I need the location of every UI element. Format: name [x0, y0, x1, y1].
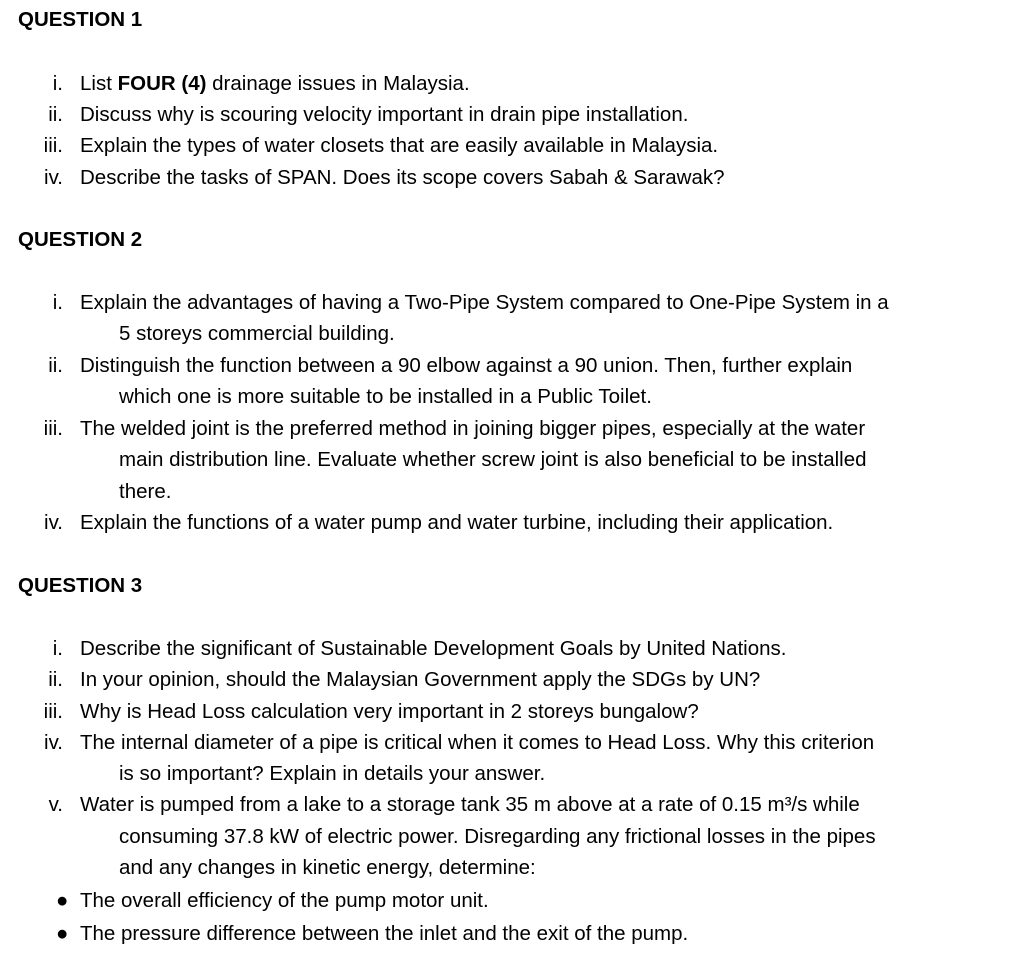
- item-text: which one is more suitable to be installed in a Public Toilet.: [119, 385, 652, 408]
- item-text: The internal diameter of a pipe is critical when it comes to Head Loss. Why this criterion: [80, 731, 875, 754]
- item-number: iv.: [44, 511, 63, 534]
- bullet-icon: ●: [56, 889, 69, 912]
- question-3-heading: QUESTION 3: [18, 574, 143, 597]
- item-text: is so important? Explain in details your answer.: [119, 762, 546, 785]
- item-number: i.: [52, 637, 63, 660]
- item-text: Explain the types of water closets that are easily available in Malaysia.: [80, 134, 719, 157]
- item-text: there.: [119, 480, 172, 503]
- item-text: Explain the functions of a water pump and water turbine, including their application.: [80, 511, 834, 534]
- text-post: drainage issues in Malaysia.: [206, 72, 470, 95]
- bullet-icon: ●: [56, 922, 69, 945]
- item-text: Describe the significant of Sustainable Development Goals by United Nations.: [80, 637, 787, 660]
- item-number: v.: [48, 793, 63, 816]
- item-text: and any changes in kinetic energy, determine:: [119, 856, 536, 879]
- item-text: Water is pumped from a lake to a storage tank 35 m above at a rate of 0.15 m³/s while: [80, 793, 860, 816]
- item-text: The welded joint is the preferred method in joining bigger pipes, especially at the water: [80, 417, 866, 440]
- item-number: iii.: [43, 134, 63, 157]
- item-number: iv.: [44, 166, 63, 189]
- bullet-text: The overall efficiency of the pump motor unit.: [80, 889, 489, 912]
- item-text: main distribution line. Evaluate whether screw joint is also beneficial to be installed: [119, 448, 867, 471]
- item-text: Describe the tasks of SPAN. Does its scope covers Sabah & Sarawak?: [80, 166, 725, 189]
- text-pre: List: [80, 72, 118, 95]
- item-number: ii.: [48, 354, 63, 377]
- item-text: Why is Head Loss calculation very important in 2 storeys bungalow?: [80, 700, 699, 723]
- question-1-heading: QUESTION 1: [18, 8, 143, 31]
- item-text: Distinguish the function between a 90 elbow against a 90 union. Then, further explain: [80, 354, 853, 377]
- item-number: ii.: [48, 668, 63, 691]
- question-2-heading: QUESTION 2: [18, 228, 143, 251]
- item-text: Explain the advantages of having a Two-Pipe System compared to One-Pipe System in a: [80, 291, 889, 314]
- item-text: In your opinion, should the Malaysian Government apply the SDGs by UN?: [80, 668, 761, 691]
- item-number: i.: [52, 72, 63, 95]
- item-number: iv.: [44, 731, 63, 754]
- item-number: iii.: [43, 700, 63, 723]
- item-number: i.: [52, 291, 63, 314]
- item-number: iii.: [43, 417, 63, 440]
- item-text: consuming 37.8 kW of electric power. Disregarding any frictional losses in the pipes: [119, 825, 876, 848]
- item-text: 5 storeys commercial building.: [119, 322, 395, 345]
- item-text: Discuss why is scouring velocity important in drain pipe installation.: [80, 103, 689, 126]
- text-bold: FOUR (4): [117, 72, 207, 95]
- item-number: ii.: [48, 103, 63, 126]
- bullet-text: The pressure difference between the inlet and the exit of the pump.: [80, 922, 689, 945]
- item-text: [80, 72, 470, 96]
